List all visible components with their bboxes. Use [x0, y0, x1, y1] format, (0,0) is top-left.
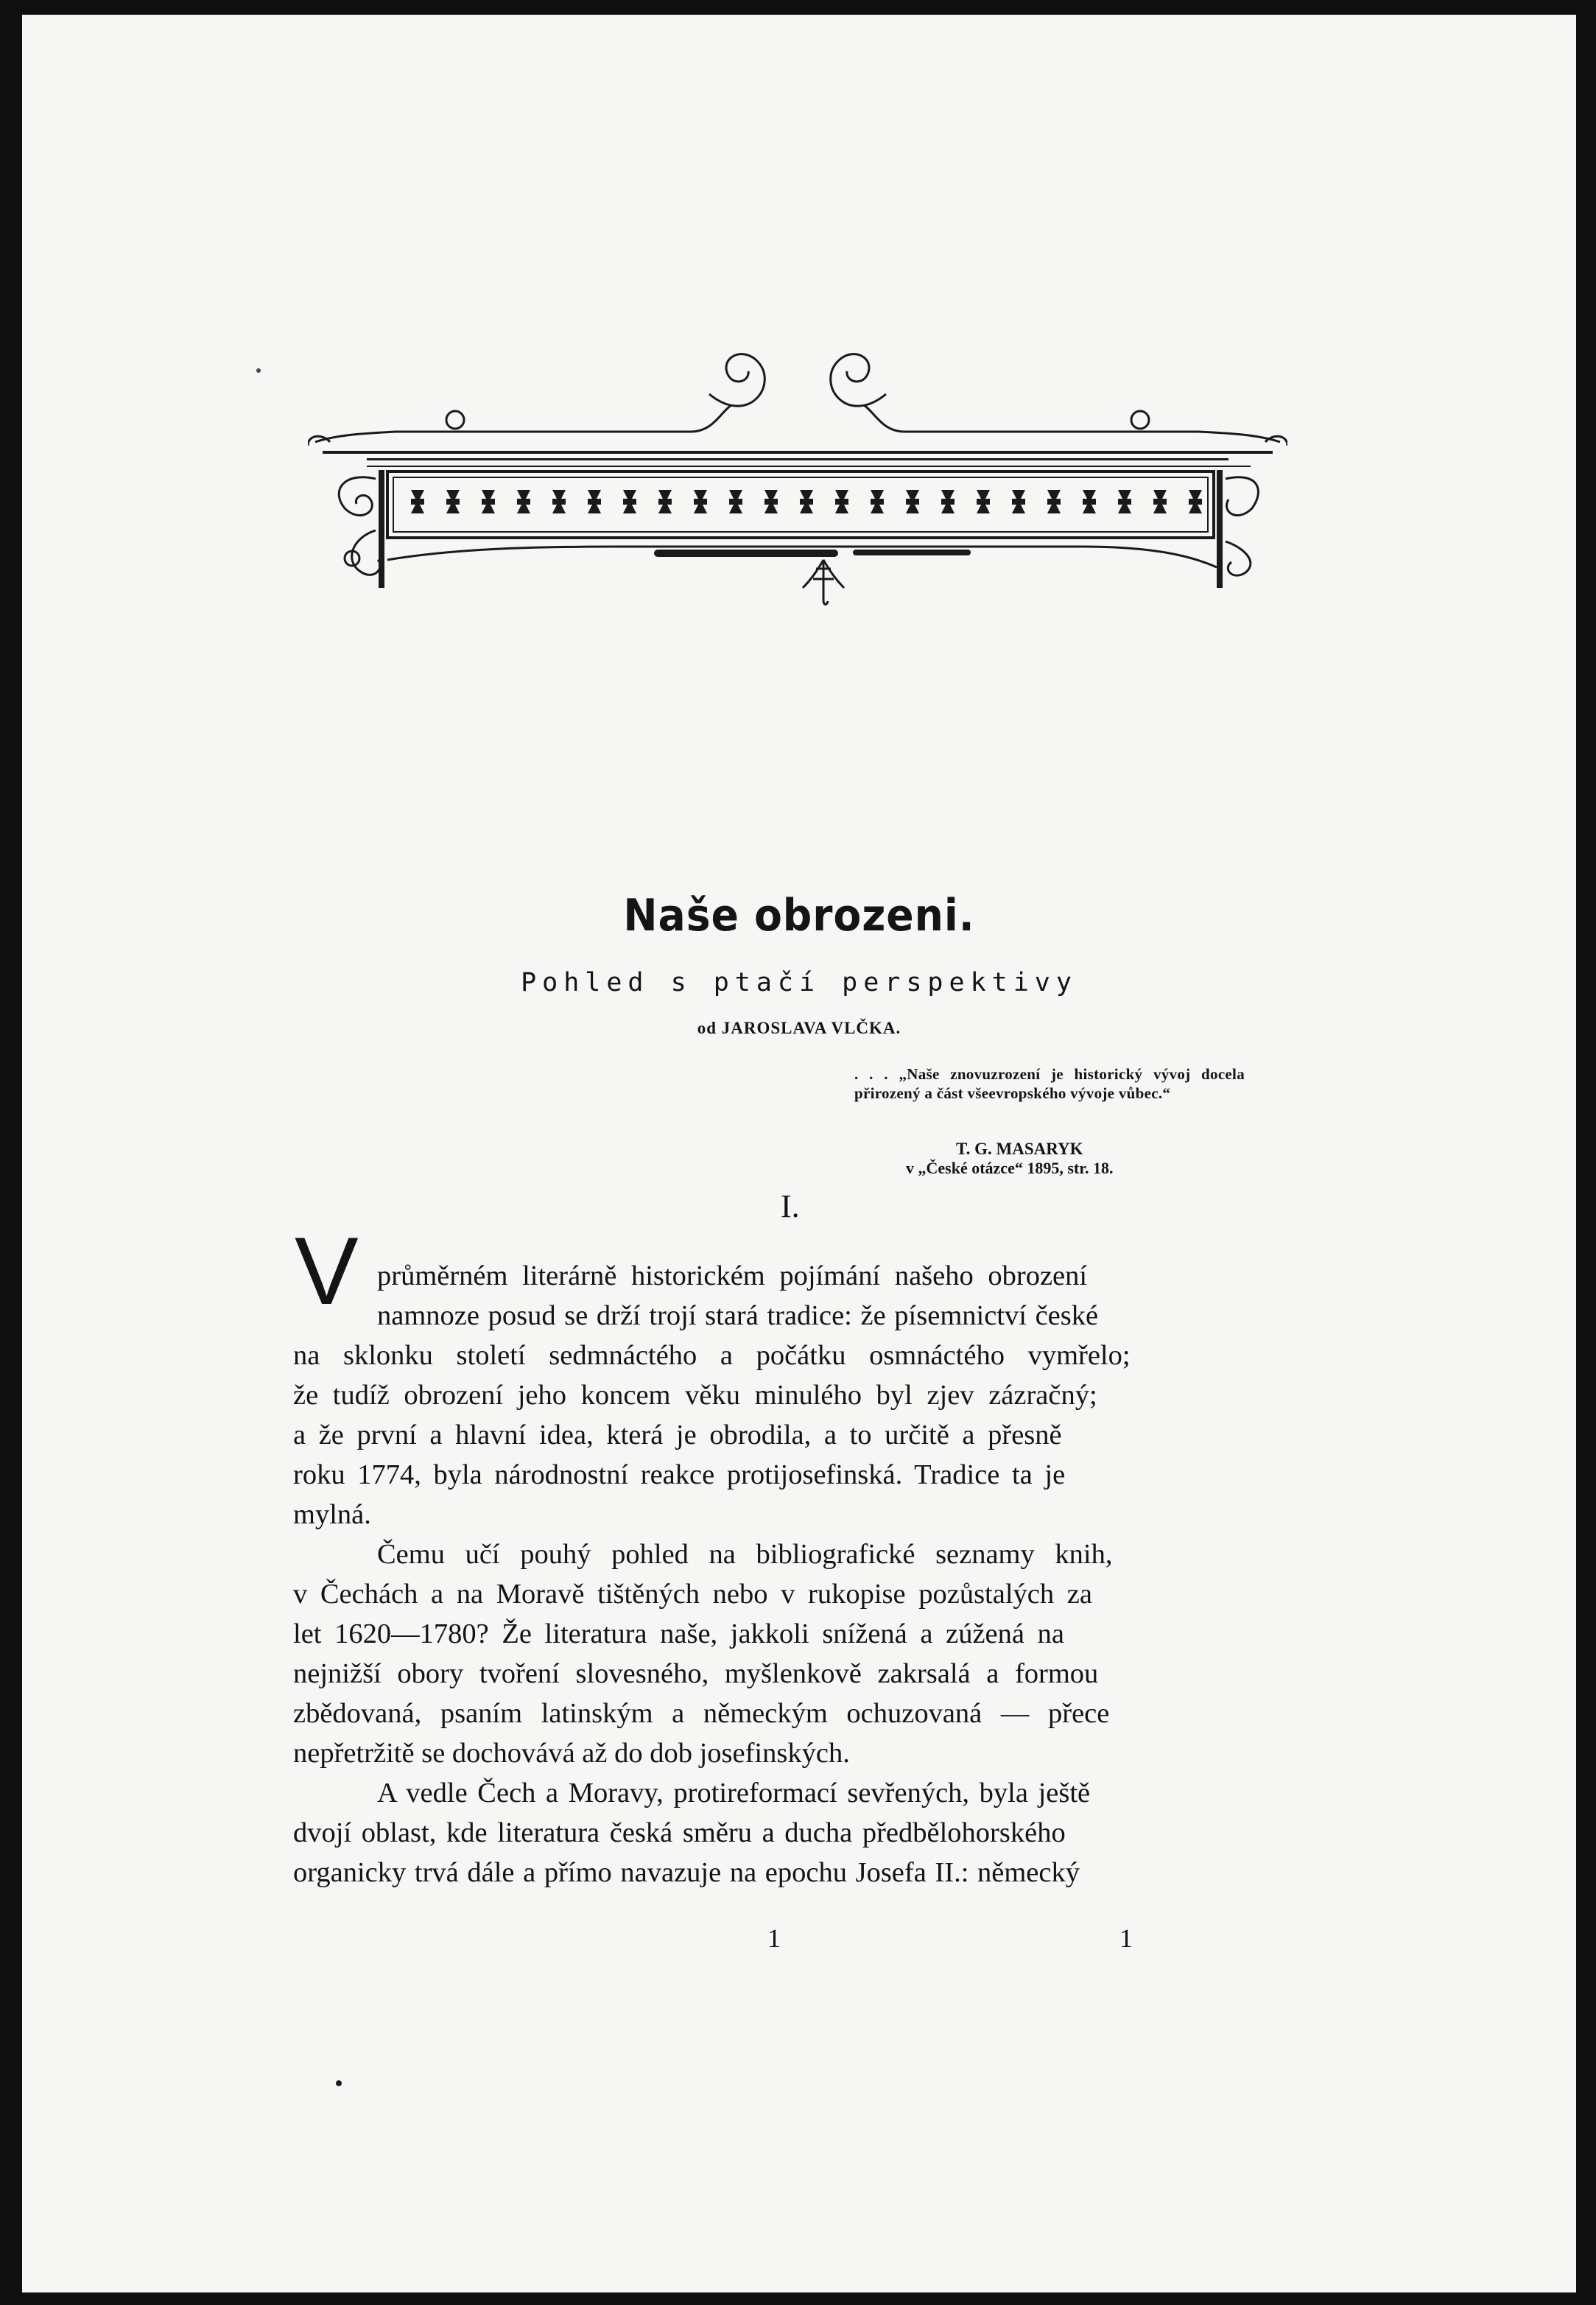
body-line: dvojí oblast, kde literatura česká směru a ducha předbělohorského	[293, 1817, 1066, 1848]
article-subtitle: Pohled s ptačí perspektivy	[521, 968, 1078, 997]
body-line: Čemu učí pouhý pohled na bibliografické seznamy knih,	[377, 1539, 1113, 1570]
article-title: Naše obrozeni.	[623, 890, 975, 941]
body-line: namnoze posud se drží trojí stará tradice: že písemnictví české	[377, 1300, 1099, 1331]
motto-quote: . . . „Naše znovuzrození je historický vývoj docela přirozený a část všeevropského vývoje vůbec.“	[854, 1065, 1245, 1102]
page-number: 1	[1119, 1923, 1133, 1953]
body-line: mylná.	[293, 1499, 371, 1530]
body-line: zbědovaná, psaním latinským a německým ochuzovaná — přece	[293, 1698, 1110, 1729]
body-line: A vedle Čech a Moravy, protireformací sevřených, byla ještě	[377, 1778, 1091, 1808]
section-number: I.	[781, 1188, 800, 1224]
body-line: a že první a hlavní idea, která je obrodila, a to určitě a přesně	[293, 1420, 1062, 1450]
motto-author: T. G. MASARYK	[956, 1140, 1083, 1158]
print-speck	[256, 368, 261, 373]
body-line: na sklonku století sedmnáctého a počátku osmnáctého vymřelo;	[293, 1340, 1131, 1371]
body-line: v Čechách a na Moravě tištěných nebo v rukopise pozůstalých za	[293, 1579, 1092, 1610]
motto-source: v „České otázce“ 1895, str. 18.	[906, 1159, 1114, 1177]
header-ornament	[308, 339, 1287, 619]
body-line: průměrném literárně historickém pojímání našeho obrození	[377, 1260, 1088, 1291]
body-line: nepřetržitě se dochovává až do dob josefinských.	[293, 1738, 850, 1769]
body-line: let 1620—1780? Že literatura naše, jakkoli snížená a zúžená na	[293, 1618, 1064, 1649]
body-line: nejnižší obory tvoření slovesného, myšlenkově zakrsalá a formou	[293, 1658, 1099, 1689]
body-line: roku 1774, byla národnostní reakce protijosefinská. Tradice ta je	[293, 1459, 1066, 1490]
signature-mark: 1	[767, 1923, 781, 1953]
print-speck	[336, 2080, 342, 2086]
body-line: organicky trvá dále a přímo navazuje na epochu Josefa II.: německý	[293, 1857, 1080, 1888]
drop-cap: V	[295, 1217, 359, 1325]
author-line: od JAROSLAVA VLČKA.	[697, 1019, 901, 1037]
body-line: že tudíž obrození jeho koncem věku minulého byl zjev zázračný;	[293, 1380, 1097, 1411]
document-page	[22, 15, 1576, 2292]
